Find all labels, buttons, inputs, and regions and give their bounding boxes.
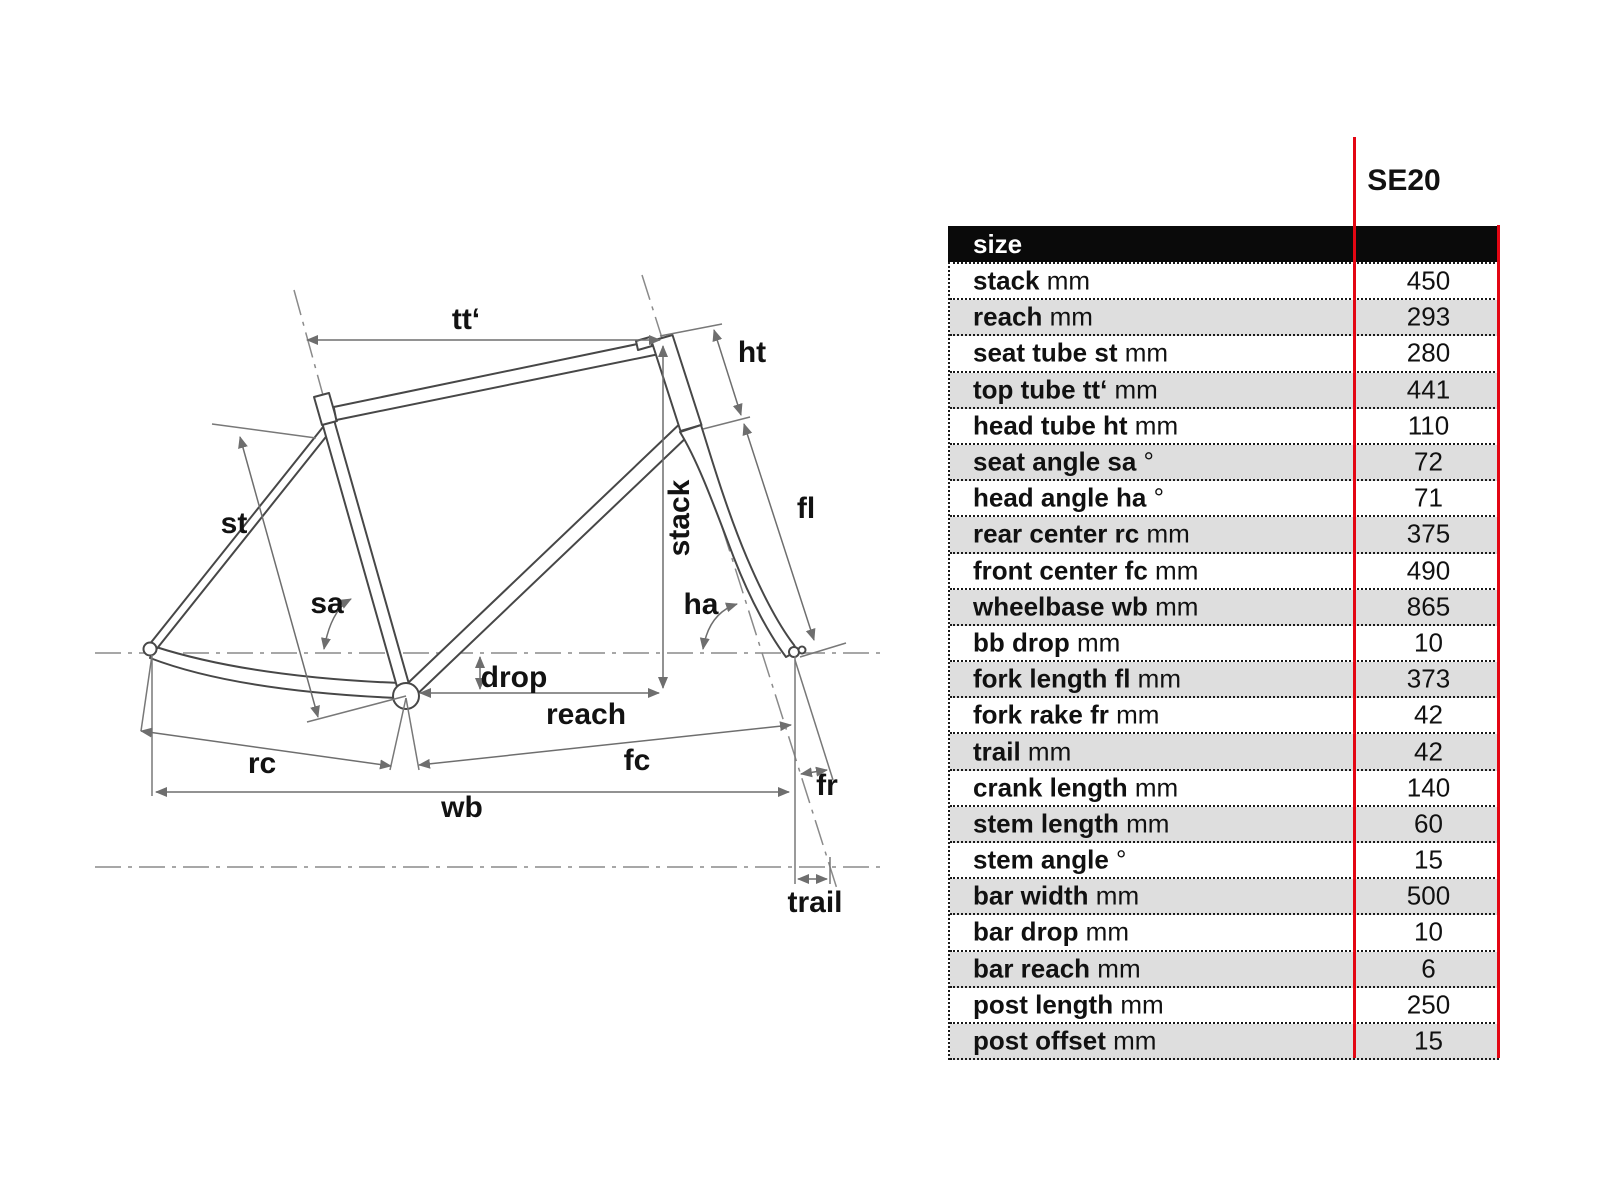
spec-row-label: head tube ht mm bbox=[973, 410, 1179, 441]
spec-row bbox=[950, 879, 1499, 915]
fork-end-tick bbox=[800, 643, 846, 657]
spec-row bbox=[950, 843, 1499, 879]
label-bb-drop: drop bbox=[480, 661, 548, 694]
column-highlight-line-left bbox=[1353, 137, 1356, 1058]
spec-row bbox=[950, 517, 1499, 553]
spec-row-value: 10 bbox=[1414, 916, 1443, 947]
spec-row-value: 60 bbox=[1414, 808, 1443, 839]
spec-row-value: 250 bbox=[1406, 989, 1451, 1020]
spec-row-value: 373 bbox=[1406, 663, 1451, 694]
crank-arm-line bbox=[307, 696, 406, 722]
spec-row bbox=[950, 952, 1499, 988]
spec-row bbox=[950, 771, 1499, 807]
label-stack: stack bbox=[663, 479, 696, 557]
spec-row bbox=[950, 336, 1499, 372]
head-tube bbox=[652, 335, 702, 431]
spec-row bbox=[950, 373, 1499, 409]
head-top-tick bbox=[660, 324, 722, 336]
spec-row-label: bb drop mm bbox=[973, 627, 1121, 658]
spec-row-label: seat angle sa ° bbox=[973, 446, 1154, 477]
spec-row bbox=[950, 409, 1499, 445]
spec-row bbox=[950, 807, 1499, 843]
bb-drop-line-left bbox=[390, 698, 406, 770]
dim-fork-length bbox=[744, 424, 814, 640]
spec-row-label: post offset mm bbox=[973, 1025, 1157, 1056]
spec-row bbox=[950, 481, 1499, 517]
spec-rows bbox=[948, 262, 1499, 1060]
spec-row bbox=[950, 988, 1499, 1024]
spec-row-value: 441 bbox=[1406, 374, 1451, 405]
label-seat-tube: st bbox=[220, 507, 248, 540]
spec-row-label: fork rake fr mm bbox=[973, 699, 1160, 730]
label-head-tube: ht bbox=[737, 336, 767, 369]
spec-row-value: 293 bbox=[1406, 301, 1451, 332]
spec-row-value: 110 bbox=[1407, 410, 1450, 441]
spec-row bbox=[950, 445, 1499, 481]
spec-row-label: stack mm bbox=[973, 265, 1091, 296]
spec-row-value: 6 bbox=[1421, 953, 1436, 984]
rear-axle-drop-line bbox=[141, 655, 152, 731]
label-rear-center: rc bbox=[247, 747, 277, 780]
spec-row bbox=[950, 698, 1499, 734]
spec-row-value: 280 bbox=[1406, 337, 1451, 368]
spec-row bbox=[950, 1024, 1499, 1060]
seat-top-tick bbox=[212, 424, 316, 438]
spec-row bbox=[950, 590, 1499, 626]
spec-row bbox=[950, 626, 1499, 662]
label-fork-length: fl bbox=[796, 492, 816, 525]
spec-row-value: 140 bbox=[1406, 772, 1451, 803]
spec-row bbox=[950, 264, 1499, 300]
spec-row-label: front center fc mm bbox=[973, 555, 1199, 586]
spec-row-value: 375 bbox=[1406, 518, 1451, 549]
spec-row-value: 42 bbox=[1414, 736, 1443, 767]
label-wheelbase: wb bbox=[441, 791, 483, 824]
top-tube bbox=[334, 340, 660, 420]
front-dropout bbox=[789, 647, 799, 657]
label-fork-rake: fr bbox=[816, 769, 838, 802]
head-bottom-tick bbox=[703, 417, 750, 429]
front-dropout-eyelet bbox=[799, 647, 806, 654]
label-front-center: fc bbox=[623, 744, 651, 777]
size-header-row: size bbox=[948, 226, 1499, 262]
spec-row-label: fork length fl mm bbox=[973, 663, 1181, 694]
label-top-tube: tt‘ bbox=[451, 303, 481, 336]
rear-dropout bbox=[144, 643, 157, 656]
spec-row-value: 71 bbox=[1414, 482, 1443, 513]
label-trail: trail bbox=[787, 886, 843, 919]
spec-row-value: 450 bbox=[1406, 265, 1451, 296]
dimension-lines bbox=[141, 330, 827, 879]
spec-row-label: post length mm bbox=[973, 989, 1164, 1020]
spec-row-label: bar width mm bbox=[973, 880, 1140, 911]
spec-row-label: rear center rc mm bbox=[973, 518, 1190, 549]
fork-blade bbox=[680, 425, 797, 657]
spec-row bbox=[950, 915, 1499, 951]
spec-row-value: 72 bbox=[1414, 446, 1443, 477]
spec-row-label: wheelbase wb mm bbox=[973, 591, 1199, 622]
dim-front-center bbox=[419, 725, 791, 765]
spec-row-label: bar drop mm bbox=[973, 916, 1129, 947]
spec-row-label: trail mm bbox=[973, 736, 1072, 767]
spec-row-label: stem length mm bbox=[973, 808, 1170, 839]
column-highlight-line-right bbox=[1497, 225, 1500, 1058]
spec-row-label: seat tube st mm bbox=[973, 337, 1169, 368]
spec-row-value: 15 bbox=[1414, 1025, 1443, 1056]
spec-row-value: 42 bbox=[1414, 699, 1443, 730]
spec-row-label: head angle ha ° bbox=[973, 482, 1165, 513]
spec-row-value: 15 bbox=[1414, 844, 1443, 875]
spec-row bbox=[950, 734, 1499, 770]
spec-row-label: stem angle ° bbox=[973, 844, 1127, 875]
spec-row-label: top tube tt‘ mm bbox=[973, 374, 1158, 405]
label-reach: reach bbox=[545, 698, 627, 731]
spec-row bbox=[950, 554, 1499, 590]
spec-row-label: reach mm bbox=[973, 301, 1093, 332]
label-seat-angle: sa bbox=[310, 587, 344, 620]
spec-row bbox=[950, 300, 1499, 336]
spec-row-label: bar reach mm bbox=[973, 953, 1141, 984]
spec-row-value: 490 bbox=[1406, 555, 1451, 586]
spec-row bbox=[950, 662, 1499, 698]
down-tube bbox=[404, 420, 694, 697]
spec-row-value: 865 bbox=[1406, 591, 1451, 622]
label-head-angle: ha bbox=[683, 588, 719, 621]
model-column-header: SE20 bbox=[1367, 164, 1441, 197]
bb-drop-line-right bbox=[406, 698, 419, 770]
spec-row-value: 500 bbox=[1406, 880, 1451, 911]
axis-lines bbox=[95, 275, 885, 892]
axle-offset-line bbox=[795, 660, 833, 780]
spec-row-value: 10 bbox=[1414, 627, 1443, 658]
geometry-table bbox=[948, 226, 1499, 1060]
spec-row-label: crank length mm bbox=[973, 772, 1179, 803]
chain-stay bbox=[150, 647, 399, 698]
